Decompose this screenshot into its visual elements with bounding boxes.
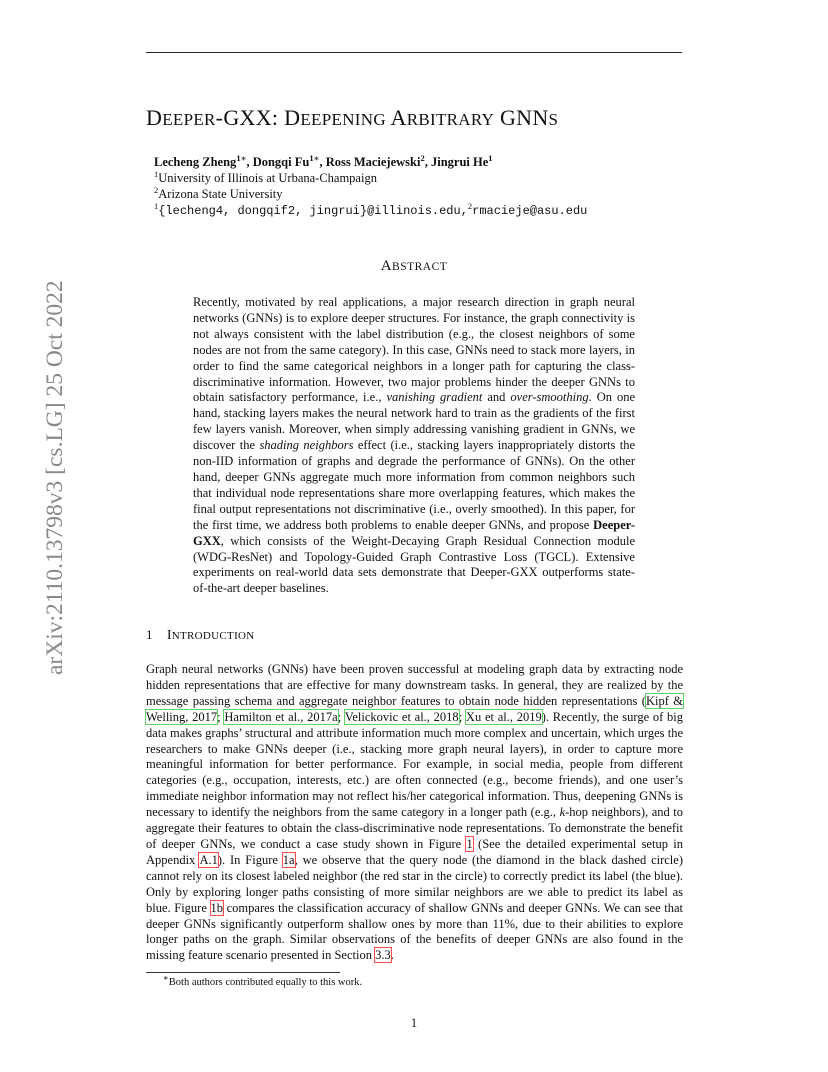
paper-title: [146, 105, 706, 131]
affiliation-1: $^1$University of Illinois at Urbana-Champaign: [154, 168, 377, 185]
section-number: 1: [146, 627, 153, 642]
page-number: 1: [410, 1016, 418, 1030]
abstract-heading: ABSTRACT: [380, 258, 448, 274]
abstract-body: Recently, motivated by real applications, a major research direction in graph neural networks (GNNs) is to explore deeper structures. For instance, the graph connectivity is not always consistent with the label distribution (e.g., the closest neighbors of some nodes are not from the same category). In this case, GNNs need to stack more layers, in order to find the same categorical neighbors in a longer path for capturing the class-discriminative information. However, two major problems hinder the deeper GNNs to obtain satisfactory performance, i.e., vanishing gradient and over-smoothing. On one hand, stacking layers makes the neural network hard to train as the gradients of the first few layers vanish. Moreover, when simply addressing vanishing gradient in GNNs, we discover the shading neighbors effect (i.e., stacking layers inappropriately distorts the non-IID information of graphs and degrade the performance of GNNs). On the other hand, deeper GNNs aggregate much more information from common neighbors such that individual node representations share more overlapping features, which makes the final output representations not discriminative (i.e., overly smoothed). In this paper, for the first time, we address both problems to enable deeper GNNs, and propose Deeper-GXX, which consists of the Weight-Decaying Graph Residual Connection module (WDG-ResNet) and Topology-Guided Graph Contrastive Loss (TGCL). Extensive experiments on real-world data sets demonstrate that Deeper-GXX outperforms state-of-the-art deeper baselines.: [193, 295, 636, 596]
author-names: Lecheng Zheng$^{1∗}$, Dongqi $Fu^{1∗}$, Ross Maciejewski$^2$, Jingrui He$^1$: [154, 152, 493, 169]
author-block: [154, 154, 694, 219]
section-heading-introduction: [146, 627, 255, 644]
introduction-body: Graph neural networks (GNNs) have been proven successful at modeling graph data by extracting node hidden representations that are effective for many downstream tasks. In general, they are realized by the message passing schema and aggregate neighbor features to obtain node hidden representations (Kipf & Welling, 2017; Hamilton et al., 2017a; Velickovic et al., 2018; Xu et al., 2019). Recently, the surge of big data makes graphs’ structural and attribute information much more complex and uncertain, which urges the researchers to make GNNs deeper (i.e., stacking more graph neural layers), in order to capture more meaningful information for better performance. For example, in social media, people from different categories (e.g., occupation, interests, etc.) are often connected (e.g., become friends), and one user’s immediate neighbor information may not reflect his/her categorical information. Thus, deepening GNNs is necessary to identify the neighbors from the same category in a longer path (e.g., k-hop neighbors), and to aggregate their features to obtain the class-discriminative node representations. To demonstrate the benefit of deeper GNNs, we conduct a case study shown in Figure 1 (See the detailed experimental setup in Appendix A.1). In Figure 1a, we observe that the query node (the diamond in the black dashed circle) cannot rely on its closest labeled neighbor (the red star in the circle) to correctly predict its label (the blue). Only by exploring longer paths consisting of more similar neighbors are we able to predict its label as blue. Figure 1b compares the classification accuracy of shallow GNNs and deeper GNNs. We can see that deeper GNNs significantly outperform shallow ones by more than 11%, due to their abilities to explore longer paths on the graph. Similar observations of the benefits of deeper GNNs are also found in the missing feature scenario presented in Section 3.3.: [146, 662, 684, 963]
section-title: INTRODUCTION: [166, 628, 255, 643]
top-rule: [146, 52, 682, 53]
footnote-rule: [146, 972, 340, 973]
arxiv-stamp-text: arXiv:2110.13798v3 [cs.LG] 25 Oct 2022: [42, 280, 68, 675]
author-emails: $^1${lecheng4, dongqif2, jingrui}@illinois.edu,$^2$rmacieje@asu.edu: [154, 200, 588, 218]
affiliation-2: $^2$Arizona State University: [154, 184, 283, 201]
paper-title-text: DEEPER-GXX: DEEPENING ARBITRARY GNNS: [146, 105, 559, 130]
arxiv-stamp: [22, 280, 68, 675]
footnote: ∗Both authors contributed equally to this work.: [163, 972, 363, 988]
